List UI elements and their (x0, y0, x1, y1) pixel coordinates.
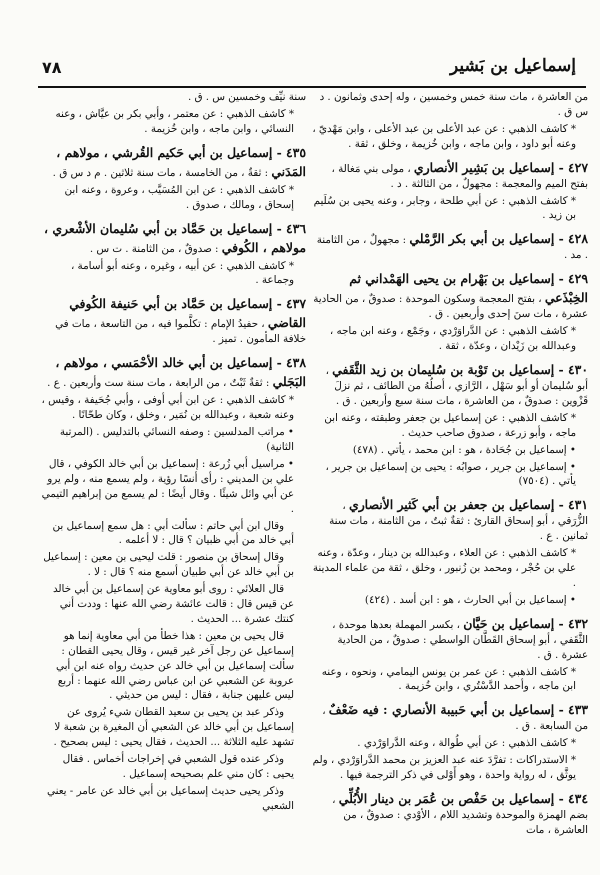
biography-entry (40, 353, 306, 391)
entry-text: ، بكسر المهملة بعدها موحدة ، الثَّقَفي ، أبو إسحاق القَطَّان الواسطي : صدوقٌ ، من الحادية عشرة . ق . (332, 618, 588, 661)
entry-heading: ٤٢٨ - إسماعيل بن أبي بكر الرَّمْلي (409, 231, 588, 247)
entry-heading: ٤٣٢ - إسماعيل بن حَيَّان (463, 615, 588, 631)
paragraph: قال العلائي : روى أبو معاوية عن إسماعيل بن أبي خالد عن قيس قال : قالت عائشة رضي الله عنها : وددت أني كنتك عشرة ... الحديث . (53, 583, 294, 625)
source-note: * كاشف الذهبي : عن الدَّراوَرْدي ، وجَمْع ، وعنه ابن ماجه ، وعبدالله بن زَيْدان ، وعدّة ، ثقة . (329, 325, 576, 353)
source-note: * كاشف الذهبي : عن أبي طلحة ، وجابر ، وعنه يحيى بن سُلَيم بن زيد . (313, 194, 576, 222)
biography-entry (312, 360, 588, 409)
entry-heading: ٤٣٣ - إسماعيل بن أبي حَبيبة الأنصاري : فيه ضَعْفٌ (328, 702, 588, 718)
source-note: * كاشف الذهبي : عن أبي طُوالة ، وعنه الدَّراوَرْدي . (357, 737, 576, 750)
biography-entry (40, 219, 306, 257)
source-note: * كاشف الذهبي : عن إسماعيل بن جعفر وطبقته ، وعنه ابن ماجه ، وأبو زرعة ، صدوق صاحب حديث . (324, 411, 576, 439)
entry-text: ، أبو سُليمان أو أبو سَهْل ، الرَّازي ، أصلُهُ من الطائف ، ثم نزلَ قَزْوين : صدوقٌ ، من العاشرة ، مات سنة سبع وأربعين . ق . (325, 364, 588, 407)
biography-entry (312, 614, 588, 663)
source-note: * كاشف الذهبي : عن العلاء ، وعبدالله بن دينار ، وعدّة ، وعنه علي بن حُجْر ، ومحمد بن زُنبور ، وخلق ، ثقة من علماء المدينة . (312, 547, 576, 589)
biography-entry (40, 294, 306, 347)
entry-text: : صدوقٌ ، من الثامنة . ت س . (89, 242, 222, 255)
left-column (40, 90, 306, 870)
source-note: * كاشف الذهبي : عن عبد الأعلى بن عبد الأعلى ، وابن مَهْديّ ، وعنه أبو داود ، وابن ماجه ، وابن خُزيمة ، وخلق ، ثقة . (312, 122, 576, 150)
entry-heading: ٤٣٦ - إسماعيل بن حَمَّاد بن أبي سُليمان الأشْعري ، مولاهم ، الكُوفي (44, 220, 306, 255)
source-note: * كاشف الذهبي : عن عمر بن يونس اليمامي ، ونحوه ، وعنه ابن ماجه ، وأحمد الدَّسْتُري ، وابن خُزيمة . (321, 665, 576, 693)
entry-heading: ٤٣٠ - إسماعيل بن تَوْبة بن سُليمان بن زيد الثَّقَفي (332, 361, 588, 377)
entry-heading: ٤٣٨ - إسماعيل بن أبي خالد الأحْمَسي ، مولاهم ، البَجَلي (55, 355, 306, 390)
paragraph: قال يحيى بن معين : هذا خطأ من أبي معاوية إنما هو إسماعيل عن رجل آخر غير قيس ، وقال يحيى القطان : سألت إسماعيل بن أبي خالد عن حديث رواه عنه ابن أبي عروبة عن الشعبي عن ابن عباس رضي الله عنهما : أربع ليس عليهن جنابة ، فقال : ليس من حديثي . (55, 629, 294, 702)
entry-heading: ٤٢٧ - إسماعيل بن بَشِير الأنصاري (413, 159, 588, 175)
entry-text: ، من السابعة . ق . (322, 705, 588, 733)
source-note: • إسماعيل بن أبي الحارث ، هو : ابن أسد . (٤٢٤) (364, 593, 576, 606)
paragraph: سنة نيِّف وخمسين س . ق . (187, 91, 306, 103)
page-number: ٧٨ (42, 58, 62, 77)
source-note: * كاشف الذهبي : عن ابن أبي أوفى ، وأبي جُحَيفة ، وقيس ، وعنه شعبة ، وعبدالله بن نُمَير ، وخلق ، وكان طحّانًا . (41, 394, 294, 422)
paragraph: وذكر عبد بن يحيى بن سعيد القطان شيء يُروى عن إسماعيل بن أبي خالد عن الشعبي أن المغيرة بن شعبة لا تشهد عليه الثلاثة ... الحديث ، فقال يحيى : ليس بصحيح . (53, 706, 294, 749)
entry-heading: ٤٣٤ - إسماعيل بن حَفْص بن عُمَر بن دينار الأُبُلِّي (338, 791, 588, 806)
entry-text: ، الزُّرَقي ، أبو إسحاق القارئ : ثقةٌ ثبتٌ ، من الثامنة ، مات سنة ثمانين . ع . (329, 500, 588, 543)
entry-text: : ثقةٌ ، من الخامسة ، مات سنة ثلاثين . م د س ق . (52, 166, 272, 179)
biography-entry (312, 789, 588, 838)
biography-entry (312, 700, 588, 734)
entry-text: ، مولى بني مَغالة ، بفتح الميم والمعجمة : مجهولٌ ، من الثالثة . د . (331, 162, 588, 190)
source-note: * كاشف الذهبي : عن ابن المُسَيَّب ، وعروة ، وعنه ابن إسحاق ، ومالك ، صدوق . (64, 183, 294, 211)
source-note: • إسماعيل بن جرير ، صوابُه : يحيى بن إسماعيل بن جرير ، يأتي . (٧٥٠٤) (325, 460, 576, 488)
source-note: • مراسيل أبي زُرعة : إسماعيل بن أبي خالد الكوفي ، قال علي بن المديني : رأى أنسًا رؤية ، ولم يسمع منه ، ولم يرو عن أبي وائل شيئًا . وقال أيضًا : لم يسمع من إبراهيم التيمي . (41, 457, 294, 515)
biography-entry (312, 229, 588, 263)
entry-text: ، بفتح المعجمة وسكون الموحدة : صدوقٌ ، من الحادية عشرة ، مات سنَ إحدى وأربعين . ق . (313, 293, 588, 321)
source-note: • مراتب المدلسين : وصفه النسائي بالتدليس . (المرتبة الثانية) (59, 426, 294, 453)
biography-entry (312, 495, 588, 544)
header-title: إسماعيل بن بَشير (449, 56, 576, 76)
source-note: * كاشف الذهبي : عن أبيه ، وغيره ، وعنه أبو أسامة ، وجماعة . (70, 259, 294, 287)
entry-heading: ٤٣٧ - إسماعيل بن حَمَّاد بن أبي حَنيفة الكُوفي القاضي (69, 296, 306, 331)
right-column (312, 90, 588, 870)
entry-text: : مجهولٌ ، من الثامنة . مد . (316, 234, 588, 262)
entry-heading: ٤٣١ - إسماعيل بن جعفر بن أبي كَثير الأنصاري (349, 497, 588, 513)
entry-text: ، حفيدُ الإمام : تكلَّموا فيه ، من التاسعة ، مات في خلافة المأمون . تميز . (55, 318, 306, 346)
paragraph: وذكر يحيى حديث إسماعيل بن أبي خالد عن عامر - يعني الشعبي (47, 784, 294, 812)
source-note: * الاستدراكات : تفرَّدَ عنه عبد العزيز بن محمد الدَّراوَرْدي ، ولم يوثَّق ، له رواية واحدة ، وهو أَوْلى في ذكر الترجمة فيها . (312, 754, 576, 782)
entry-heading: ٤٢٩ - إسماعيل بن بَهْرام بن يحيى الهَمْداني ثم الخِبْذَعي (349, 271, 588, 306)
paragraph: وقال إسحاق بن منصور : قلت ليحيى بن معين : إسماعيل بن أبي خالد عن أبي طبيان أسمع منه ؟ قال : لا . (43, 551, 294, 579)
entry-heading: ٤٣٥ - إسماعيل بن أبي حَكيم القُرشي ، مولاهم ، المَدَني (56, 144, 306, 179)
paragraph: وقال ابن أبي حاتم : سألت أبي : هل سمع إسماعيل بن أبي خالد من أبي ظبيان ؟ قال : لا أعلمه . (52, 519, 294, 547)
source-note: • إسماعيل بن جُحَادة ، هو : ابن محمد ، يأتي . (٤٧٨) (352, 443, 576, 456)
biography-entry (312, 269, 588, 322)
biography-entry (40, 143, 306, 181)
biography-entry (312, 158, 588, 192)
source-note: * كاشف الذهبي : عن معتمر ، وأبي بكر بن عيَّاش ، وعنه النسائي ، وابن ماجه ، وابن خُزيمة . (55, 107, 294, 135)
paragraph: وذكر عنده قول الشعبي في إخراجات أخماس . فقال يحيى : كان مني علم بصحيحه إسماعيل . (62, 753, 294, 780)
entry-text: : ثقةٌ ثَبْتٌ ، من الرابعة ، مات سنة ست وأربعين . ع . (47, 377, 273, 390)
paragraph: من العاشرة ، مات سنة خمس وخمسين ، وله إحدى وثمانون . د س ق . (319, 91, 588, 118)
entry-text: ، بضم الهمزة والموحدة وتشديد اللام ، الأوْدي : صدوقٌ ، من العاشرة ، مات (332, 794, 588, 836)
running-header (38, 56, 586, 88)
